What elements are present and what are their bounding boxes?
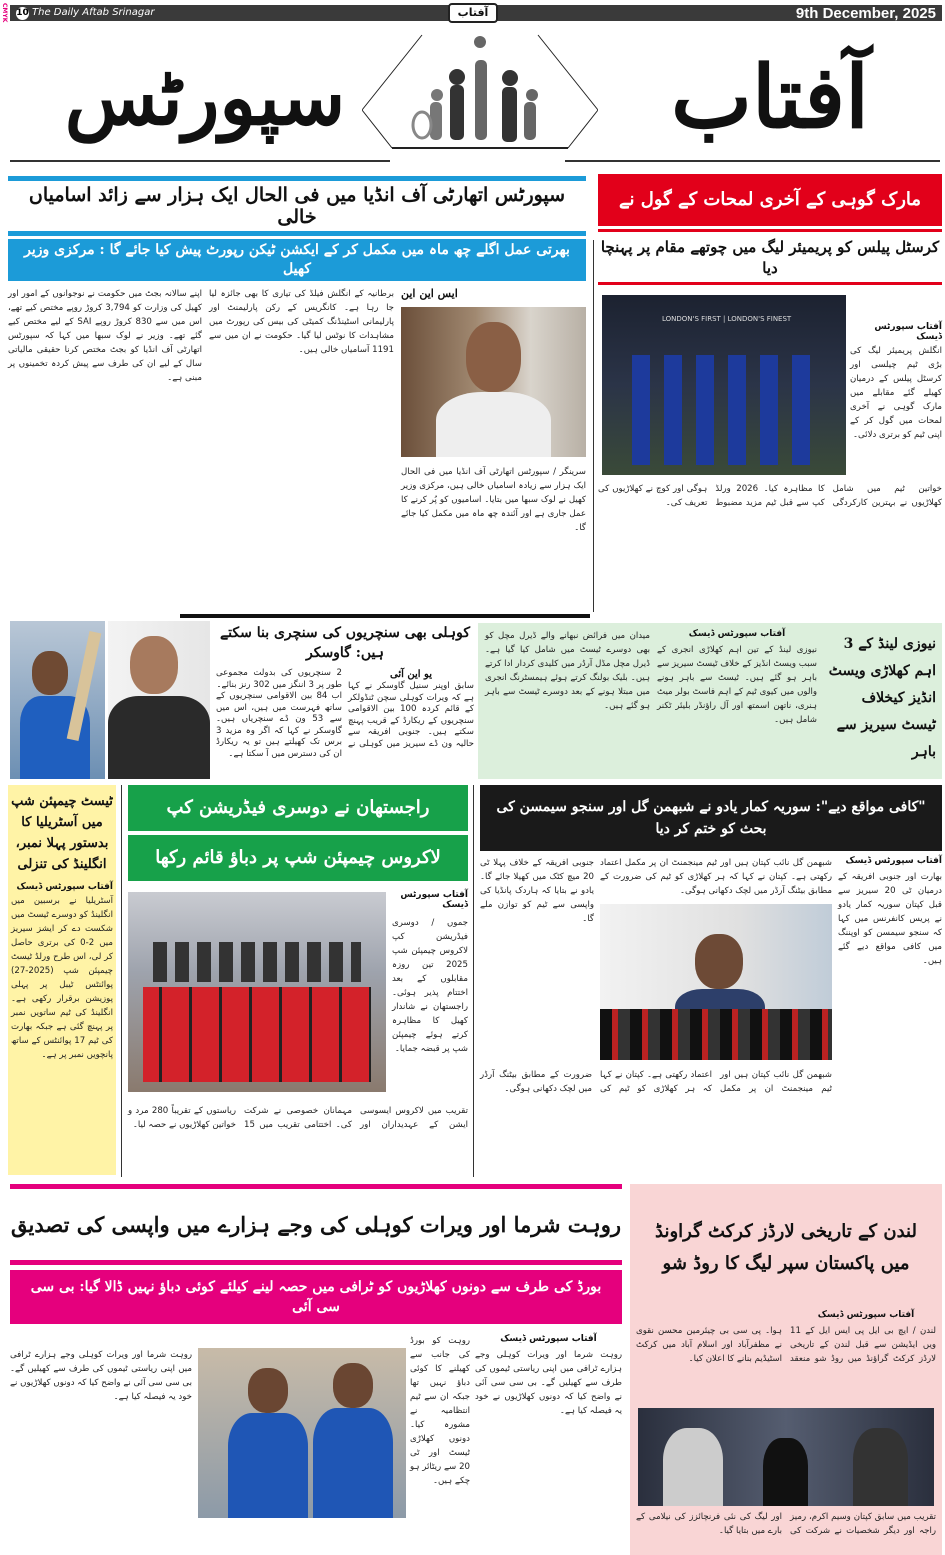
rule-magenta (10, 1260, 622, 1265)
story8-col: روہت کو بورڈ کی جانب سے کھیلنے کا کوئی دباؤ نہیں تھا جبکہ ان سے ٹیم انتظامیہ نے مشورہ کیا۔ دونوں کھلاڑی ٹیسٹ اور ٹی 20 سے ریٹائر ہو چکے ہیں۔ (410, 1336, 470, 1486)
rule-red (598, 229, 942, 232)
story7-col: بھارت اور جنوبی افریقہ کے درمیان ٹی 20 سیریز سے قبل کپتان سوریہ کمار یادو نے پریس کانفرنس میں کہا کہ سنجو سیمسن کو اوپننگ میں کافی مواقع دیے گئے ہیں۔ (838, 872, 942, 966)
story8-headline: روہت شرما اور ویرات کوہلی کی وجے ہزارے میں واپسی کی تصدیق (10, 1212, 622, 1237)
story6-col: تقریب میں لاکروس ایسوسی ایشن کے عہدیداران اور مہمانان خصوصی نے شرکت کی۔ اختتامی تقریب میں 15 ریاستوں کے تقریباً 280 مرد و خواتین کھلاڑیوں نے حصہ لیا۔ (128, 1106, 468, 1130)
story6-headline-1: راجستھان نے دوسری فیڈریشن کپ (128, 785, 468, 831)
press-conference-photo (600, 904, 832, 1060)
story8-subhead: بورڈ کی طرف سے دونوں کھلاڑیوں کو ٹرافی میں حصہ لینے کیلئے کوئی دباؤ نہیں ڈالا گیا: بی سی سی آئی (10, 1270, 622, 1324)
column-divider (473, 785, 474, 1177)
gavaskar-photo (108, 621, 210, 779)
sports-figures-logo (362, 30, 598, 160)
story3-col: اب 84 بین الاقوامی سنچریوں کے ساتھ فہرست میں ہیں، اس میں سے 53 ون ڈے سنچریاں ہیں۔ گاوسکر نے کہا کہ اگر وہ مزید 3 برس تک کھیلتے ہیں تو یہ ریکارڈ ان کی دسترس میں آ سکتا ہے۔ (216, 691, 342, 759)
psl-roadshow-photo (638, 1408, 934, 1506)
story2-headline: کرسٹل پیلس کو پریمیئر لیگ میں چوتھے مقام پر پہنچا دیا (600, 237, 940, 277)
story1-byline: ایس این این (401, 287, 458, 300)
story7-col: شبھمن گل نائب کپتان ہیں اور ٹیم مینجمنٹ ان پر مکمل اعتماد رکھتی ہے۔ کپتان نے کہا کہ ہر کھلاڑی کو ٹیم کی ضرورت کے مطابق بیٹنگ آرڈر میں لچک دکھانی ہوگی۔ (600, 858, 832, 896)
story6-col: جموں / دوسری فیڈریشن کپ لاکروس چیمپئن شپ 2025 تین روزہ مقابلوں کے بعد اختتام پذیر ہوئی۔ راجستھان نے شاندار کھیل کا مظاہرہ کرتے ہوئے چیمپئن شپ پر قبضہ جمایا۔ (392, 918, 468, 1054)
masthead-rule-left (10, 160, 390, 162)
story2-col: خواتین ٹیم میں شامل کھلاڑیوں نے بہترین کارکردگی کا مظاہرہ کیا۔ 2026 ورلڈ کپ سے قبل ٹیم مزید مضبوط ہوگی اور کوچ نے کھلاڑیوں کی تعریف کی۔ (598, 484, 942, 508)
story7-headline: "کافی مواقع دیے": سوریہ کمار یادو نے شبھمن گل اور سنجو سیمسن کی بحث کو ختم کر دیا (480, 785, 942, 851)
photo-caption: LONDON'S FIRST | LONDON'S FINEST (662, 315, 792, 323)
story4-panel (478, 623, 942, 779)
story9-col: تقریب میں سابق کپتان وسیم اکرم، رمیز راجہ اور دیگر شخصیات نے شرکت کی اور لیگ کی نئی فرنچائزز کی نیلامی کے بارے میں بتایا گیا۔ (636, 1512, 936, 1536)
story7-byline: آفتاب سپورٹس ڈیسک (845, 856, 942, 866)
story3-byline: یو این آئی (390, 669, 432, 680)
page-number: 10 (16, 7, 29, 18)
story9-panel (630, 1184, 942, 1555)
paper-name: The Daily Aftab Srinagar (32, 6, 155, 18)
story9-headline: لندن کے تاریخی لارڈز کرکٹ گراونڈ میں پاکستان سپر لیگ کا روڈ شو (655, 1221, 917, 1274)
story1-col: برطانیہ کے انگلش فیلڈ کی تیاری کا بھی جائزہ لیا جا رہا ہے۔ کانگریس کے رکن پارلیمنٹ اور پارلیمانی اسٹینڈنگ کمیٹی کی بیس کی رپورٹ میں مشاہدات کا نوٹس لیا گیا۔ حکومت نے ان میں سے 1191 آسامیاں خالی ہیں۔ (209, 289, 394, 355)
rohit-kohli-photo (198, 1348, 406, 1518)
story3-body (216, 668, 474, 760)
story5-text: آسٹریلیا نے برسبین میں انگلینڈ کو دوسرے ٹیسٹ میں شکست دے کر ایشز سیریز میں 2-0 کی برتری حاصل کر لی، اس طرح ورلڈ ٹیسٹ چیمپئن شپ (2025-27) پوائنٹس ٹیبل پر پہلی پوزیشن برقرار رکھی ہے۔ انگلینڈ کی ٹیم ساتویں نمبر پر پہنچ گئی ہے جبکہ بھارت کی ٹیم 17 پوائنٹس کے ساتھ پانچویں نمبر پر ہے۔ (11, 896, 113, 1060)
issue-date: 9th December, 2025 (795, 4, 936, 22)
story8-col: روہت شرما اور ویرات کوہلی وجے ہزارے ٹرافی میں اپنی ریاستی ٹیموں کی طرف سے کھیلیں گے۔ بی سی سی آئی نے واضح کیا کہ دونوں کھلاڑیوں نے خود یہ فیصلہ کیا ہے۔ (10, 1350, 192, 1402)
small-logo: آفتاب (448, 3, 498, 23)
cmyk-marker: CMYK (1, 3, 8, 23)
lacrosse-team-photo (128, 892, 386, 1092)
story6-byline: آفتاب سپورٹس ڈیسک (400, 890, 468, 910)
story4-col: نیوزی لینڈ کے تین اہم کھلاڑی انجری کے سبب ویسٹ انڈیز کے خلاف ٹیسٹ سیریز سے باہر ہو گئے ہیں۔ ٹیسٹ سے باہر ہونے والوں میں کیوی ٹیم کے اہم فاسٹ بولر میٹ ہنری، ناتھن اسمتھ اور آل راؤنڈر بلیئر ٹکنر شامل ہیں۔ (657, 645, 817, 725)
story1-col: سرینگر / سپورٹس اتھارٹی آف انڈیا میں فی الحال ایک ہزار سے زیادہ اسامیاں خالی ہیں، مرکزی وزیر کھیل نے لوک سبھا میں بتایا۔ اسامیوں کو پُر کرنے کا عمل جاری ہے اور آئندہ چھ ماہ میں مکمل کیا جائے گا۔ (401, 467, 586, 533)
story2-col: انگلش پریمیئر لیگ کی بڑی ٹیم چیلسی اور کرسٹل پیلس کے درمیان کھیلے گئے مقابلے میں مارک گوہی نے آخری لمحات میں گول کر کے اپنی ٹیم کو برتری دلائی۔ (850, 346, 942, 440)
story7-col: جنوبی افریقہ کے خلاف پہلا ٹی 20 میچ کٹک میں کھیلا جائے گا۔ یادو نے بتایا کہ ہاردک پانڈیا کی واپسی سے ٹیم کو توازن ملے گا۔ (480, 858, 594, 924)
masthead-rule-right (565, 160, 940, 162)
section-rule (180, 614, 590, 618)
story7-col: شبھمن گل نائب کپتان ہیں اور ٹیم مینجمنٹ ان پر مکمل اعتماد رکھتی ہے۔ کپتان نے کہا کہ ہر کھلاڑی کو ٹیم کی ضرورت کے مطابق بیٹنگ آرڈر میں لچک دکھانی ہوگی۔ (480, 1070, 832, 1094)
story3-headline: کوہلی بھی سنچریوں کی سنچری بنا سکتے ہیں: گاوسکر (219, 625, 471, 661)
minister-photo (401, 307, 586, 457)
story8-col: روہت شرما اور ویرات کوہلی وجے ہزارے ٹرافی میں اپنی ریاستی ٹیموں کی طرف سے کھیلیں گے۔ بی سی سی آئی نے واضح کیا کہ دونوں کھلاڑیوں نے خود یہ فیصلہ کیا ہے۔ (475, 1350, 622, 1416)
story8-byline: آفتاب سپورٹس ڈیسک (500, 1334, 597, 1344)
story2-byline: آفتاب سپورٹس ڈیسک (874, 322, 942, 342)
kohli-photo (10, 621, 105, 779)
story3-col: سابق اوپنر سنیل گاوسکر نے کہا ہے کہ ویرات کوہلی سچن ٹنڈولکر کے قائم کردہ 100 بین الاقوامی سنچریوں کے ریکارڈ کے قریب پہنچ سکتے ہیں۔ جنوبی افریقہ سے حالیہ ون ڈے سیریز میں کوہلی نے 2 سنچریوں کی بدولت مجموعی طور پر 3 اننگز میں 302 رنز بنائے۔ (216, 668, 475, 749)
masthead-aftab: آفتاب (670, 47, 870, 148)
story9-byline: آفتاب سپورٹس ڈیسک (817, 1310, 915, 1320)
story5-body (8, 880, 116, 1175)
story5-headline: ٹیسٹ چیمپئن شپ میں آسٹریلیا کا بدستور پہلا نمبر، انگلینڈ کی تنزلی (8, 785, 116, 880)
story1-subhead: بھرتی عمل اگلے چھ ماہ میں مکمل کر کے ایکشن ٹیکن رپورٹ پیش کیا جائے گا : مرکزی وزیر کھیل (8, 239, 586, 281)
football-celebration-photo (602, 295, 846, 475)
story9-col: لندن / ایچ بی ایل پی ایس ایل کے 11 ویں ایڈیشن سے قبل لندن کے تاریخی لارڈز کرکٹ گراؤنڈ میں روڈ شو منعقد ہوا۔ پی سی بی چیئرمین محسن نقوی نے مظفرآباد اور اسلام آباد میں کرکٹ اسٹیڈیم بنانے کا اعلان کیا۔ (636, 1326, 936, 1364)
masthead-sports: سپورٹس (64, 53, 346, 142)
rule-blue (8, 231, 586, 236)
story1-body (8, 287, 586, 612)
story6-headline-2: لاکروس چیمپئن شپ پر دباؤ قائم رکھا (128, 835, 468, 881)
rule-blue (8, 176, 586, 181)
column-divider (121, 785, 122, 1177)
story4-headline: نیوزی لینڈ کے 3 اہم کھلاڑی ویسٹ انڈیز کیخلاف ٹیسٹ سیریز سے باہر (828, 636, 936, 760)
story1-headline: سپورٹس اتھارٹی آف انڈیا میں فی الحال ایک ہزار سے زائد اسامیاں خالی (28, 184, 566, 228)
column-divider (593, 240, 594, 612)
story4-col: میدان میں فرائض نبھانے والے ڈیرل مچل کو بھی دوسرے ٹیسٹ میں شامل کیا گیا ہے۔ ڈیرل مچل مڈل آرڈر میں کلیدی کردار ادا کرتے ہیں۔ بلیک بولنگ کرتے ہوئے ہیمسٹرنگ انجری میں مبتلا ہونے کے بعد دوسرے ٹیسٹ سے باہر ہو گئے ہیں۔ (485, 631, 650, 711)
story5-byline: آفتاب سپورٹس ڈیسک (16, 882, 113, 892)
rule-magenta (10, 1184, 622, 1189)
story2-side (850, 322, 942, 442)
story1-col: اپنے سالانہ بجٹ میں حکومت نے نوجوانوں کے امور اور کھیل کی وزارت کو 3,794 کروڑ روپے مختص کیے تھے، اس میں سے 830 کروڑ روپے SAI کے لیے مختص کیے گئے تھے۔ وزیر نے لوک سبھا میں کہا کہ سپورٹس اتھارٹی آف انڈیا کو بجٹ مختص کرنا حقیقی مالیاتی سال کے لیے ان کی طرف سے پیش کردہ تخمینوں پر مبنی ہے۔ (8, 289, 202, 383)
story4-byline: آفتاب سپورٹس ڈیسک (688, 629, 786, 639)
story2-banner: مارک گوہی کے آخری لمحات کے گول نے (598, 174, 942, 226)
rule-red (598, 282, 942, 285)
